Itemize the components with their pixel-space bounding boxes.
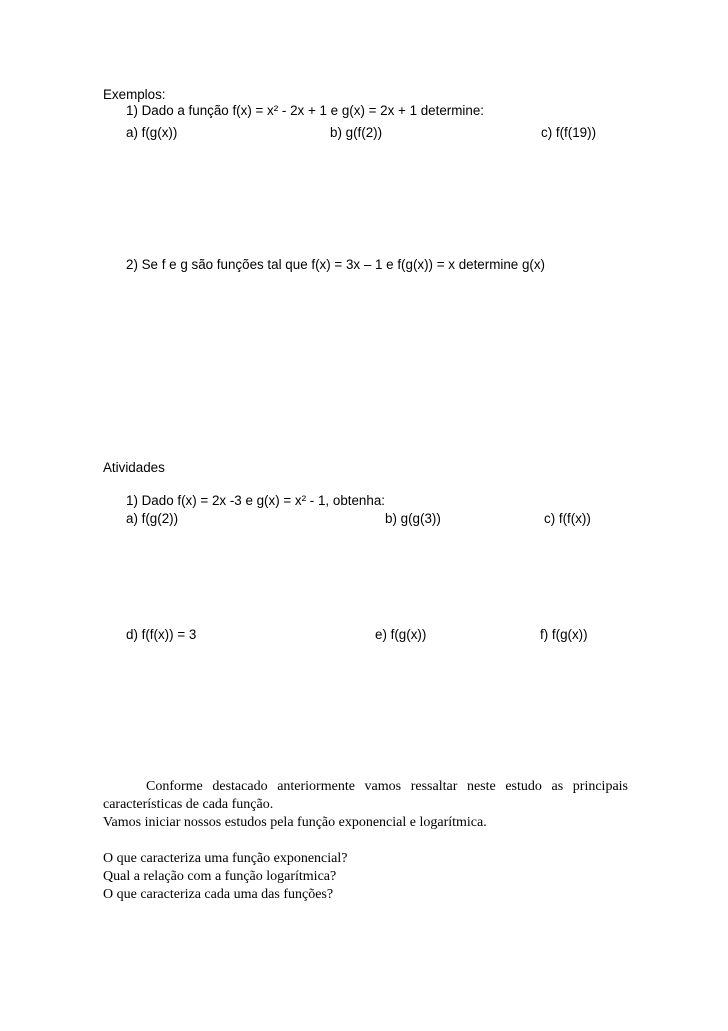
activity-1-statement: 1) Dado f(x) = 2x -3 e g(x) = x² - 1, obtenha: (126, 493, 385, 508)
example-1-item-b: b) g(f(2)) (330, 125, 383, 140)
activities-heading: Atividades (103, 460, 165, 475)
activity-1-item-e: e) f(g(x)) (375, 627, 427, 642)
question-1: O que caracteriza uma função exponencial? (103, 851, 348, 866)
activity-1-item-d: d) f(f(x)) = 3 (126, 627, 197, 642)
example-1-item-c: c) f(f(19)) (541, 125, 597, 140)
question-3: O que caracteriza cada uma das funções? (103, 887, 334, 902)
paragraph-1-line-2: características de cada função. (103, 796, 274, 812)
activity-1-item-b: b) g(g(3)) (385, 511, 441, 526)
example-1-item-a: a) f(g(x)) (126, 125, 178, 140)
body-paragraph-2: Vamos iniciar nossos estudos pela função exponencial e logarítmica. (103, 815, 487, 830)
activity-1-item-f: f) f(g(x)) (540, 627, 588, 642)
example-2-statement: 2) Se f e g são funções tal que f(x) = 3x – 1 e f(g(x)) = x determine g(x) (126, 257, 546, 272)
examples-heading: Exemplos: (103, 87, 166, 102)
question-2: Qual a relação com a função logarítmica? (103, 869, 337, 884)
activity-1-item-c: c) f(f(x)) (544, 511, 591, 526)
body-paragraph-1 (103, 778, 628, 813)
paragraph-1-line-1: Conforme destacado anteriormente vamos ressaltar neste estudo as principais (146, 779, 628, 794)
example-1-statement: 1) Dado a função f(x) = x² - 2x + 1 e g(x) = 2x + 1 determine: (126, 103, 484, 118)
activity-1-item-a: a) f(g(2)) (126, 511, 179, 526)
